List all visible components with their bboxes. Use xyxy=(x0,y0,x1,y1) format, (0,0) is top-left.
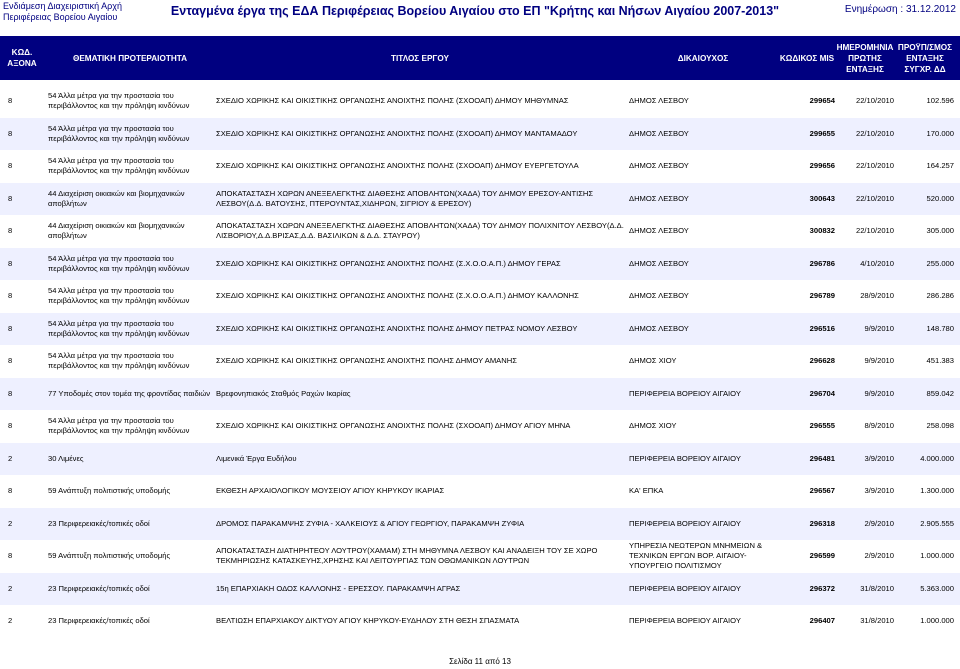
cell-beneficiary: ΔΗΜΟΣ ΛΕΣΒΟΥ xyxy=(629,226,689,235)
table-row xyxy=(0,443,960,475)
cell-budget: 1.000.000 xyxy=(920,616,954,625)
table-row xyxy=(0,85,960,117)
cell-budget: 305.000 xyxy=(926,226,954,235)
cell-mis: 300832 xyxy=(809,226,835,235)
cell-date: 9/9/2010 xyxy=(864,356,894,365)
cell-code: 8 xyxy=(8,258,13,268)
cell-budget: 451.383 xyxy=(926,356,954,365)
cell-date: 4/10/2010 xyxy=(860,258,894,268)
cell-code: 2 xyxy=(8,518,13,528)
cell-beneficiary: ΚΑ' ΕΠΚΑ xyxy=(629,486,664,495)
cell-beneficiary: ΔΗΜΟΣ ΛΕΣΒΟΥ xyxy=(629,258,689,268)
cell-title: ΣΧΕΔΙΟ ΧΩΡΙΚΗΣ ΚΑΙ ΟΙΚΙΣΤΙΚΗΣ ΟΡΓΑΝΩΣΗΣ ΑΝΟΙΧΤΗΣ ΠΟΛΗΣ ΔΗΜΟΥ ΠΕΤΡΑΣ ΝΟΜΟΥ ΛΕΣΒΟΥ xyxy=(216,323,578,333)
page-number: Σελίδα 11 από 13 xyxy=(449,657,511,666)
cell-beneficiary: ΥΠΗΡΕΣΙΑ ΝΕΩΤΕΡΩΝ ΜΝΗΜΕΙΩΝ & ΤΕΧΝΙΚΩΝ ΕΡΓΩΝ ΒΟΡ. ΑΙΓΑΙΟΥ-ΥΠΟΥΡΓΕΙΟ ΠΟΛΙΤΙΣΜΟΥ xyxy=(629,541,763,570)
cell-budget: 5.363.000 xyxy=(920,583,954,593)
table-row xyxy=(0,215,960,247)
cell-date: 22/10/2010 xyxy=(855,96,894,105)
table-row xyxy=(0,280,960,312)
cell-code: 8 xyxy=(8,486,13,495)
table-row xyxy=(0,605,960,637)
cell-mis: 299656 xyxy=(809,161,835,170)
cell-mis: 296555 xyxy=(809,421,835,430)
cell-priority: 54 Άλλα μέτρα για την προστασία του περιβάλλοντος και την πρόληψη κινδύνων xyxy=(48,286,190,305)
update-date: Ενημέρωση : 31.12.2012 xyxy=(844,4,956,15)
table-row xyxy=(0,378,960,410)
cell-beneficiary: ΠΕΡΙΦΕΡΕΙΑ ΒΟΡΕΙΟΥ ΑΙΓΑΙΟΥ xyxy=(629,616,741,625)
table-row xyxy=(0,475,960,507)
cell-title: ΕΚΘΕΣΗ ΑΡΧΑΙΟΛΟΓΙΚΟΥ ΜΟΥΣΕΙΟΥ ΑΓΙΟΥ ΚΗΡΥΚΟΥ ΙΚΑΡΙΑΣ xyxy=(216,486,445,495)
cell-beneficiary: ΠΕΡΙΦΕΡΕΙΑ ΒΟΡΕΙΟΥ ΑΙΓΑΙΟΥ xyxy=(629,518,741,528)
cell-title: Λιμενικά Έργα Ευδήλου xyxy=(216,453,297,463)
cell-priority: 44 Διαχείριση οικιακών και βιομηχανικών αποβλήτων xyxy=(48,221,185,240)
cell-date: 3/9/2010 xyxy=(864,453,894,463)
table-row xyxy=(0,345,960,377)
cell-title: ΣΧΕΔΙΟ ΧΩΡΙΚΗΣ ΚΑΙ ΟΙΚΙΣΤΙΚΗΣ ΟΡΓΑΝΩΣΗΣ ΑΝΟΙΧΤΗΣ ΠΟΛΗΣ (ΣΧΟΟΑΠ) ΔΗΜΟΥ ΜΗΘΥΜΝΑΣ xyxy=(216,96,569,105)
cell-budget: 1.000.000 xyxy=(920,551,954,560)
cell-date: 9/9/2010 xyxy=(864,323,894,333)
cell-mis: 300643 xyxy=(809,193,835,203)
cell-title: ΣΧΕΔΙΟ ΧΩΡΙΚΗΣ ΚΑΙ ΟΙΚΙΣΤΙΚΗΣ ΟΡΓΑΝΩΣΗΣ ΑΝΟΙΧΤΗΣ ΠΟΛΗΣ (Σ.Χ.Ο.Ο.Α.Π.) ΔΗΜΟΥ ΓΕΡΑΣ xyxy=(216,258,561,268)
cell-title: ΔΡΟΜΟΣ ΠΑΡΑΚΑΜΨΗΣ ΖΥΦΙΑ - ΧΑΛΚΕΙΟΥΣ & ΑΓΙΟΥ ΓΕΩΡΓΙΟΥ, ΠΑΡΑΚΑΜΨΗ ΖΥΦΙΑ xyxy=(216,518,525,528)
cell-priority: 54 Άλλα μέτρα για την προστασία του περιβάλλοντος και την πρόληψη κινδύνων xyxy=(48,318,190,338)
col-budget: ΠΡΟΫΠ/ΣΜΟΣ ΕΝΤΑΞΗΣ ΣΥΓΧΡ. ΔΔ xyxy=(897,42,953,74)
cell-priority: 54 Άλλα μέτρα για την προστασία του περιβάλλοντος και την πρόληψη κινδύνων xyxy=(48,123,190,143)
cell-budget: 258.098 xyxy=(926,421,954,430)
col-beneficiary: ΔΙΚΑΙΟΥΧΟΣ xyxy=(677,53,729,63)
cell-date: 3/9/2010 xyxy=(864,486,894,495)
cell-beneficiary: ΠΕΡΙΦΕΡΕΙΑ ΒΟΡΕΙΟΥ ΑΙΓΑΙΟΥ xyxy=(629,453,741,463)
cell-date: 2/9/2010 xyxy=(864,518,894,528)
cell-date: 22/10/2010 xyxy=(855,128,894,138)
cell-date: 31/8/2010 xyxy=(860,616,894,625)
cell-beneficiary: ΔΗΜΟΣ ΛΕΣΒΟΥ xyxy=(629,96,689,105)
cell-mis: 296789 xyxy=(809,291,835,300)
cell-date: 8/9/2010 xyxy=(864,421,894,430)
table-row xyxy=(0,540,960,572)
cell-date: 22/10/2010 xyxy=(855,161,894,170)
cell-code: 8 xyxy=(8,193,13,203)
cell-mis: 296318 xyxy=(809,518,835,528)
cell-priority: 54 Άλλα μέτρα για την προστασία του περιβάλλοντος και την πρόληψη κινδύνων xyxy=(48,91,190,110)
cell-budget: 1.300.000 xyxy=(920,486,954,495)
cell-title: ΒΕΛΤΙΩΣΗ ΕΠΑΡΧΙΑΚΟΥ ΔΙΚΤΥΟΥ ΑΓΙΟΥ ΚΗΡΥΚΟΥ-ΕΥΔΗΛΟΥ ΣΤΗ ΘΕΣΗ ΣΠΑΣΜΑΤΑ xyxy=(216,616,520,625)
cell-date: 9/9/2010 xyxy=(864,388,894,398)
cell-mis: 296407 xyxy=(809,616,835,625)
cell-title: ΣΧΕΔΙΟ ΧΩΡΙΚΗΣ ΚΑΙ ΟΙΚΙΣΤΙΚΗΣ ΟΡΓΑΝΩΣΗΣ ΑΝΟΙΧΤΗΣ ΠΟΛΗΣ (ΣΧΟΟΑΠ) ΔΗΜΟΥ ΕΥΕΡΓΕΤΟΥΛΑ xyxy=(216,161,579,170)
cell-code: 8 xyxy=(8,421,13,430)
cell-priority: 54 Άλλα μέτρα για την προστασία του περιβάλλοντος και την πρόληψη κινδύνων xyxy=(48,156,190,175)
cell-code: 8 xyxy=(8,323,13,333)
cell-code: 8 xyxy=(8,226,13,235)
cell-beneficiary: ΔΗΜΟΣ ΛΕΣΒΟΥ xyxy=(629,323,689,333)
cell-mis: 296372 xyxy=(809,583,835,593)
cell-budget: 255.000 xyxy=(926,258,954,268)
page-header xyxy=(0,0,960,26)
cell-date: 22/10/2010 xyxy=(855,226,894,235)
cell-beneficiary: ΔΗΜΟΣ ΛΕΣΒΟΥ xyxy=(629,291,689,300)
col-mis: ΚΩΔΙΚΟΣ MIS xyxy=(779,53,835,63)
cell-code: 2 xyxy=(8,583,13,593)
cell-title: Βρεφονηπιακός Σταθμός Ραχών Ικαρίας xyxy=(216,388,351,398)
cell-budget: 859.042 xyxy=(926,388,954,398)
cell-mis: 296516 xyxy=(809,323,835,333)
cell-date: 22/10/2010 xyxy=(855,193,894,203)
cell-mis: 299654 xyxy=(809,96,835,105)
table-row xyxy=(0,508,960,540)
cell-beneficiary: ΔΗΜΟΣ ΛΕΣΒΟΥ xyxy=(629,161,689,170)
cell-budget: 4.000.000 xyxy=(920,453,954,463)
cell-code: 8 xyxy=(8,388,13,398)
cell-priority: 30 Λιμένες xyxy=(48,453,84,463)
table-row xyxy=(0,183,960,215)
cell-priority: 54 Άλλα μέτρα για την προστασία του περιβάλλοντος και την πρόληψη κινδύνων xyxy=(48,253,190,273)
table-row xyxy=(0,313,960,345)
table-row xyxy=(0,248,960,280)
cell-code: 8 xyxy=(8,356,13,365)
table-row xyxy=(0,410,960,442)
col-code: ΚΩΔ. ΑΞΟΝΑ xyxy=(7,48,37,68)
cell-title: ΣΧΕΔΙΟ ΧΩΡΙΚΗΣ ΚΑΙ ΟΙΚΙΣΤΙΚΗΣ ΟΡΓΑΝΩΣΗΣ ΑΝΟΙΧΤΗΣ ΠΟΛΗΣ (Σ.Χ.Ο.Ο.Α.Π.) ΔΗΜΟΥ ΚΑΛΛΟΝΗΣ xyxy=(216,291,579,300)
cell-title: ΣΧΕΔΙΟ ΧΩΡΙΚΗΣ ΚΑΙ ΟΙΚΙΣΤΙΚΗΣ ΟΡΓΑΝΩΣΗΣ ΑΝΟΙΧΤΗΣ ΠΟΛΗΣ (ΣΧΟΟΑΠ) ΔΗΜΟΥ ΜΑΝΤΑΜΑΔΟΥ xyxy=(216,128,578,138)
cell-mis: 296599 xyxy=(809,551,835,560)
cell-title: 15η ΕΠΑΡΧΙΑΚΗ ΟΔΟΣ ΚΑΛΛΟΝΗΣ - ΕΡΕΣΣΟΥ. ΠΑΡΑΚΑΜΨΗ ΑΓΡΑΣ xyxy=(216,583,461,593)
cell-priority: 23 Περιφερειακές/τοπικές οδοί xyxy=(48,616,150,625)
cell-priority: 77 Υποδομές στον τομέα της φροντίδας παιδιών xyxy=(48,388,211,398)
cell-title: ΑΠΟΚΑΤΑΣΤΑΣΗ ΔΙΑΤΗΡΗΤΕΟΥ ΛΟΥΤΡΟΥ(ΧΑΜΑΜ) ΣΤΗ ΜΗΘΥΜΝΑ ΛΕΣΒΟΥ ΚΑΙ ΑΝΑΔΕΙΞΗ ΤΟΥ ΣΕ ΧΩΡΟ ΤΕΚΜΗΡΙΩΣΗΣ ΚΑΤΑΣΚΕΥΗΣ,ΧΡΗΣΗΣ ΚΑΙ ΛΕΙΤΟΥΡΓΙΑΣ ΤΩΝ ΟΘΩΜΑΝΙΚΩΝ ΛΟΥΤΡΩΝ xyxy=(216,546,598,565)
report-title: Ενταγμένα έργα της ΕΔΑ Περιφέρειας Βορείου Αιγαίου στο ΕΠ "Κρήτης και Νήσων Αιγαίου 2007-2013" xyxy=(170,4,780,18)
cell-priority: 54 Άλλα μέτρα για την προστασία του περιβάλλοντος και την πρόληψη κινδύνων xyxy=(48,351,190,370)
cell-beneficiary: ΠΕΡΙΦΕΡΕΙΑ ΒΟΡΕΙΟΥ ΑΙΓΑΙΟΥ xyxy=(629,583,741,593)
cell-priority: 23 Περιφερειακές/τοπικές οδοί xyxy=(48,583,150,593)
cell-mis: 296628 xyxy=(809,356,835,365)
cell-code: 8 xyxy=(8,551,13,560)
cell-mis: 296567 xyxy=(809,486,835,495)
org-line-1: Ενδιάμεση Διαχειριστική Αρχή xyxy=(3,1,123,11)
cell-title: ΑΠΟΚΑΤΑΣΤΑΣΗ ΧΩΡΩΝ ΑΝΕΞΕΛΕΓΚΤΗΣ ΔΙΑΘΕΣΗΣ ΑΠΟΒΛΗΤΩΝ(ΧΑΔΑ) ΤΟΥ ΔΗΜΟΥ ΕΡΕΣΟΥ-ΑΝΤΙΣΗΣ ΛΕΣΒΟΥ(Δ.Δ. ΒΑΤΟΥΣΗΣ, ΠΤΕΡΟΥΝΤΑΣ,ΧΙΔΗΡΩΝ, ΣΙΓΡΙΟΥ & ΕΡΕΣΟΥ) xyxy=(216,188,594,208)
cell-priority: 23 Περιφερειακές/τοπικές οδοί xyxy=(48,518,150,528)
cell-code: 8 xyxy=(8,291,13,300)
org-line-2: Περιφέρειας Βορείου Αιγαίου xyxy=(3,12,118,22)
cell-title: ΣΧΕΔΙΟ ΧΩΡΙΚΗΣ ΚΑΙ ΟΙΚΙΣΤΙΚΗΣ ΟΡΓΑΝΩΣΗΣ ΑΝΟΙΧΤΗΣ ΠΟΛΗΣ ΔΗΜΟΥ ΑΜΑΝΗΣ xyxy=(216,356,517,365)
cell-mis: 296704 xyxy=(809,388,835,398)
cell-date: 28/9/2010 xyxy=(860,291,894,300)
cell-beneficiary: ΔΗΜΟΣ ΧΙΟΥ xyxy=(629,356,677,365)
cell-code: 8 xyxy=(8,96,13,105)
cell-budget: 102.596 xyxy=(926,96,954,105)
table-header xyxy=(0,36,960,80)
cell-budget: 286.286 xyxy=(926,291,954,300)
col-title: ΤΙΤΛΟΣ ΕΡΓΟΥ xyxy=(391,53,449,63)
cell-title: ΣΧΕΔΙΟ ΧΩΡΙΚΗΣ ΚΑΙ ΟΙΚΙΣΤΙΚΗΣ ΟΡΓΑΝΩΣΗΣ ΑΝΟΙΧΤΗΣ ΠΟΛΗΣ (ΣΧΟΟΑΠ) ΔΗΜΟΥ ΑΓΙΟΥ ΜΗΝΑ xyxy=(216,421,571,430)
cell-beneficiary: ΔΗΜΟΣ ΛΕΣΒΟΥ xyxy=(629,128,689,138)
cell-date: 2/9/2010 xyxy=(864,551,894,560)
col-priority: ΘΕΜΑΤΙΚΗ ΠΡΟΤΕΡΑΙΟΤΗΤΑ xyxy=(72,53,188,63)
cell-priority: 59 Ανάπτυξη πολιτιστικής υποδομής xyxy=(48,551,171,560)
cell-budget: 164.257 xyxy=(926,161,954,170)
cell-budget: 520.000 xyxy=(926,193,954,203)
cell-code: 2 xyxy=(8,616,13,625)
cell-mis: 296481 xyxy=(809,453,835,463)
cell-mis: 296786 xyxy=(809,258,835,268)
cell-budget: 2.905.555 xyxy=(920,518,954,528)
cell-mis: 299655 xyxy=(809,128,835,138)
cell-priority: 54 Άλλα μέτρα για την προστασία του περιβάλλοντος και την πρόληψη κινδύνων xyxy=(48,416,190,435)
col-date: ΗΜΕΡΟΜΗΝΙΑ ΠΡΩΤΗΣ ΕΝΤΑΞΗΣ xyxy=(836,42,894,74)
cell-code: 8 xyxy=(8,161,13,170)
cell-priority: 59 Ανάπτυξη πολιτιστικής υποδομής xyxy=(48,486,171,495)
cell-beneficiary: ΔΗΜΟΣ ΧΙΟΥ xyxy=(629,421,677,430)
organization-name xyxy=(3,1,122,23)
table-row xyxy=(0,573,960,605)
cell-priority: 44 Διαχείριση οικιακών και βιομηχανικών αποβλήτων xyxy=(48,188,185,208)
table-row xyxy=(0,118,960,150)
cell-beneficiary: ΔΗΜΟΣ ΛΕΣΒΟΥ xyxy=(629,193,689,203)
cell-budget: 170.000 xyxy=(926,128,954,138)
cell-beneficiary: ΠΕΡΙΦΕΡΕΙΑ ΒΟΡΕΙΟΥ ΑΙΓΑΙΟΥ xyxy=(629,388,741,398)
cell-title: ΑΠΟΚΑΤΑΣΤΑΣΗ ΧΩΡΩΝ ΑΝΕΞΕΛΕΓΚΤΗΣ ΔΙΑΘΕΣΗΣ ΑΠΟΒΛΗΤΩΝ(ΧΑΔΑ) ΤΟΥ ΔΗΜΟΥ ΠΟΛΙΧΝΙΤΟΥ ΛΕΣΒΟΥ(Δ.Δ. ΛΙΣΒΟΡΙΟΥ,Δ.Δ.ΒΡΙΣΑΣ,Δ.Δ. ΒΑΣΙΛΙΚΩΝ & Δ.Δ. ΣΤΑΥΡΟΥ) xyxy=(216,221,624,240)
cell-date: 31/8/2010 xyxy=(860,583,894,593)
cell-budget: 148.780 xyxy=(926,323,954,333)
table-row xyxy=(0,150,960,182)
cell-code: 2 xyxy=(8,453,13,463)
cell-code: 8 xyxy=(8,128,13,138)
